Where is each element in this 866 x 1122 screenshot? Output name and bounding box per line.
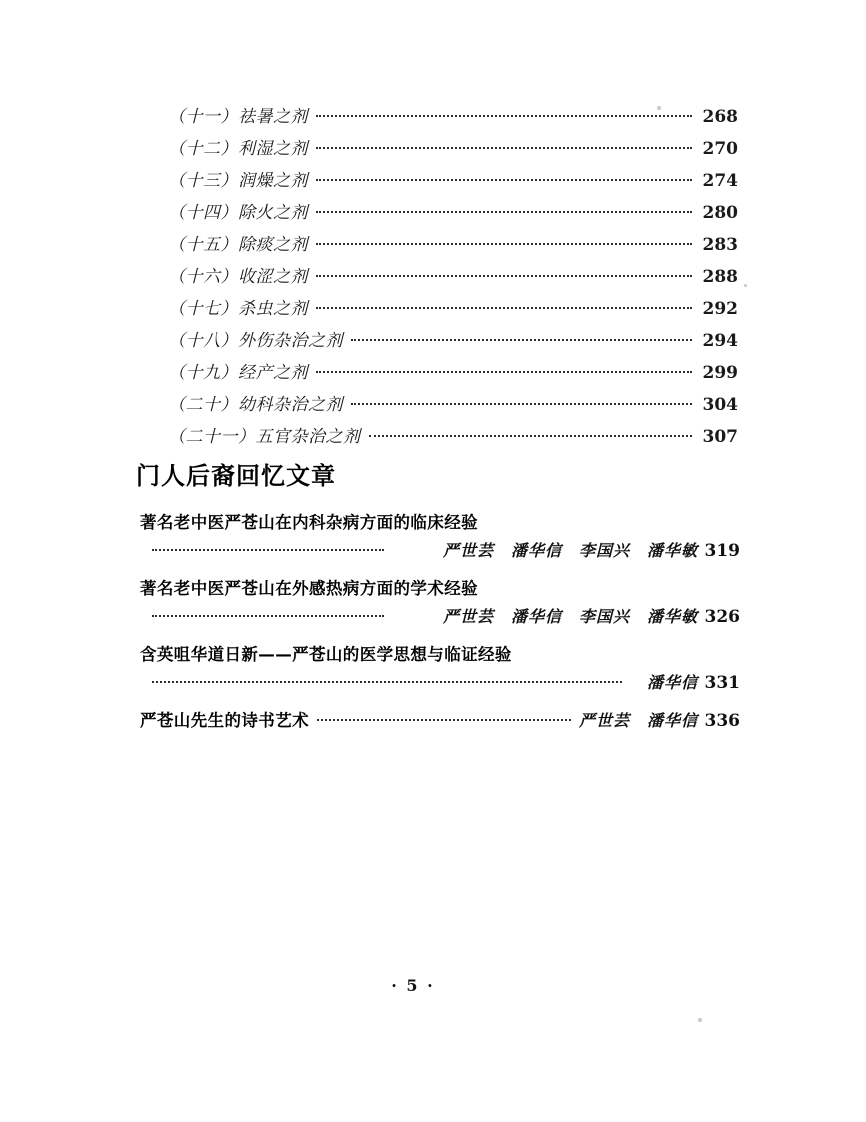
article-list bbox=[140, 508, 740, 746]
article-title: 著名老中医严苍山在内科杂病方面的临床经验 bbox=[140, 513, 478, 532]
toc-entry-label: （十六）收涩之剂 bbox=[168, 267, 308, 287]
toc-entry-page: 304 bbox=[702, 395, 738, 415]
dot-leader bbox=[316, 274, 692, 277]
toc-entry-label: （十九）经产之剂 bbox=[168, 363, 308, 383]
section-heading: 门人后裔回忆文章 bbox=[136, 462, 336, 490]
table-of-contents bbox=[168, 102, 738, 454]
toc-entry-label: （十一）祛暑之剂 bbox=[168, 107, 308, 127]
scan-speck bbox=[744, 284, 747, 287]
toc-entry-page: 307 bbox=[702, 427, 738, 447]
toc-entry-label: （十三）润燥之剂 bbox=[168, 171, 308, 191]
scan-speck bbox=[698, 1018, 702, 1022]
toc-entry-label: （十四）除火之剂 bbox=[168, 203, 308, 223]
toc-entry[interactable] bbox=[168, 134, 738, 166]
article-authors: 严世芸 潘华信 bbox=[578, 711, 698, 730]
toc-entry[interactable] bbox=[168, 358, 738, 390]
dot-leader bbox=[316, 178, 692, 181]
toc-entry-label: （十五）除痰之剂 bbox=[168, 235, 308, 255]
toc-entry[interactable] bbox=[168, 326, 738, 358]
toc-entry-page: 270 bbox=[702, 139, 738, 159]
article-author-line bbox=[140, 670, 740, 700]
dot-leader bbox=[316, 146, 692, 149]
dot-leader bbox=[152, 548, 384, 551]
dot-leader bbox=[351, 338, 692, 341]
dot-leader bbox=[351, 402, 692, 405]
toc-entry[interactable] bbox=[168, 102, 738, 134]
toc-entry[interactable] bbox=[168, 294, 738, 326]
toc-entry-label: （十八）外伤杂治之剂 bbox=[168, 331, 343, 351]
toc-entry[interactable] bbox=[168, 422, 738, 454]
toc-entry[interactable] bbox=[168, 262, 738, 294]
article-entry[interactable] bbox=[140, 706, 740, 740]
article-page: 336 bbox=[704, 711, 740, 731]
toc-entry-page: 283 bbox=[702, 235, 738, 255]
toc-entry-label: （二十）幼科杂治之剂 bbox=[168, 395, 343, 415]
article-title: 著名老中医严苍山在外感热病方面的学术经验 bbox=[140, 579, 478, 598]
article-author-line bbox=[140, 604, 740, 634]
dot-leader bbox=[152, 614, 384, 617]
toc-entry-label: （二十一）五官杂治之剂 bbox=[168, 427, 361, 447]
toc-entry[interactable] bbox=[168, 198, 738, 230]
toc-entry-label: （十七）杀虫之剂 bbox=[168, 299, 308, 319]
toc-entry-page: 294 bbox=[702, 331, 738, 351]
toc-entry-page: 280 bbox=[702, 203, 738, 223]
dot-leader bbox=[316, 114, 692, 117]
article-title: 含英咀华道日新——严苍山的医学思想与临证经验 bbox=[140, 645, 512, 664]
article-page: 326 bbox=[704, 607, 740, 627]
toc-entry[interactable] bbox=[168, 166, 738, 198]
toc-entry-page: 288 bbox=[702, 267, 738, 287]
dot-leader bbox=[316, 210, 692, 213]
article-entry[interactable] bbox=[140, 574, 740, 634]
toc-entry-label: （十二）利湿之剂 bbox=[168, 139, 308, 159]
dot-leader bbox=[316, 370, 692, 373]
toc-entry[interactable] bbox=[168, 230, 738, 262]
toc-entry-page: 268 bbox=[702, 107, 738, 127]
dot-leader bbox=[152, 680, 622, 683]
article-page: 331 bbox=[704, 673, 740, 693]
article-authors: 严世芸 潘华信 李国兴 潘华敏 bbox=[442, 541, 698, 560]
article-page: 319 bbox=[704, 541, 740, 561]
toc-entry-page: 299 bbox=[702, 363, 738, 383]
toc-entry[interactable] bbox=[168, 390, 738, 422]
dot-leader bbox=[316, 242, 692, 245]
article-authors: 潘华信 bbox=[646, 673, 698, 692]
article-entry[interactable] bbox=[140, 508, 740, 568]
article-authors: 严世芸 潘华信 李国兴 潘华敏 bbox=[442, 607, 698, 626]
dot-leader bbox=[369, 434, 693, 437]
page-number: · 5 · bbox=[391, 976, 435, 995]
dot-leader bbox=[317, 718, 571, 721]
dot-leader bbox=[316, 306, 692, 309]
toc-entry-page: 292 bbox=[702, 299, 738, 319]
article-entry[interactable] bbox=[140, 640, 740, 700]
toc-entry-page: 274 bbox=[702, 171, 738, 191]
article-title: 严苍山先生的诗书艺术 bbox=[140, 711, 309, 730]
article-author-line bbox=[140, 538, 740, 568]
